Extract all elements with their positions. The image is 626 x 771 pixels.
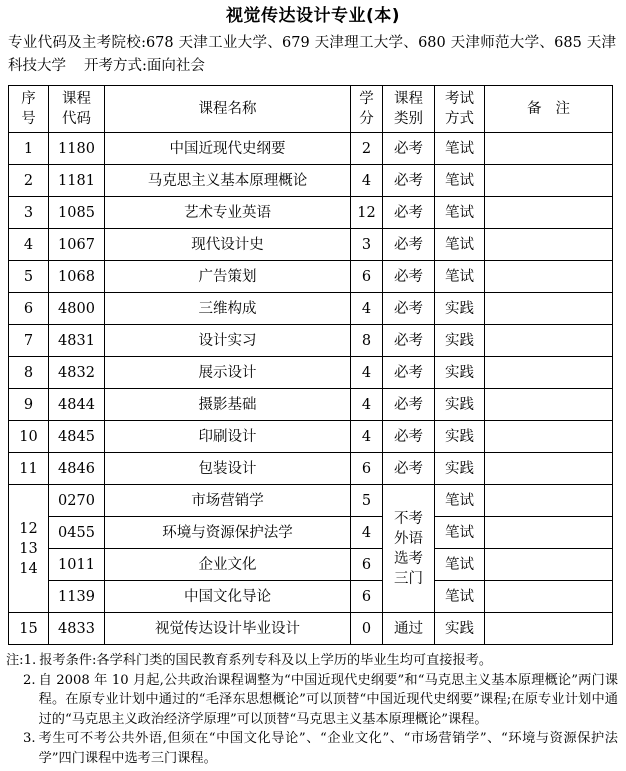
cell-credit: 2 — [351, 133, 383, 165]
table-row — [9, 261, 613, 293]
cell-seq: 15 — [9, 613, 49, 645]
footnote-text: 考生可不考公共外语,但须在“中国文化导论”、“企业文化”、“市场营销学”、“环境与资源保护法学”四门课程中选考三门课程。 — [38, 731, 618, 766]
cell-exam-method: 笔试 — [435, 261, 485, 293]
cell-exam-method: 笔试 — [435, 485, 485, 517]
cell-credit: 6 — [351, 549, 383, 581]
footnote-item — [6, 651, 618, 671]
exam-mode-label: 开考方式: — [84, 58, 147, 74]
table-row — [9, 453, 613, 485]
cell-course-name: 艺术专业英语 — [105, 197, 351, 229]
header-course-name: 课程名称 — [105, 86, 351, 133]
cell-credit: 6 — [351, 581, 383, 613]
cell-course-type: 通过 — [383, 613, 435, 645]
cell-seq: 3 — [9, 197, 49, 229]
cell-course-type: 必考 — [383, 197, 435, 229]
course-plan-table — [8, 85, 613, 645]
cell-course-code: 4831 — [49, 325, 105, 357]
cell-exam-method: 实践 — [435, 325, 485, 357]
footnote-item — [6, 729, 618, 768]
cell-seq-merged — [9, 485, 49, 613]
cell-course-type: 必考 — [383, 325, 435, 357]
cell-remark — [485, 133, 613, 165]
cell-course-name: 展示设计 — [105, 357, 351, 389]
cell-remark — [485, 197, 613, 229]
cell-seq: 8 — [9, 357, 49, 389]
program-metadata — [0, 32, 626, 78]
cell-course-name: 市场营销学 — [105, 485, 351, 517]
cell-course-code: 1139 — [49, 581, 105, 613]
cell-credit: 5 — [351, 485, 383, 517]
cell-course-type-merged — [383, 485, 435, 613]
cell-course-name: 现代设计史 — [105, 229, 351, 261]
cell-credit: 4 — [351, 357, 383, 389]
cell-seq: 9 — [9, 389, 49, 421]
footnote-marker: 2. — [23, 672, 36, 688]
cell-course-name: 环境与资源保护法学 — [105, 517, 351, 549]
table-row — [9, 613, 613, 645]
cell-credit: 4 — [351, 165, 383, 197]
table-row — [9, 133, 613, 165]
seq-line: 12 — [19, 520, 38, 537]
cell-remark — [485, 581, 613, 613]
cell-seq: 6 — [9, 293, 49, 325]
cell-course-code: 1068 — [49, 261, 105, 293]
cell-course-type: 必考 — [383, 165, 435, 197]
cell-course-type: 必考 — [383, 229, 435, 261]
cell-course-code: 4846 — [49, 453, 105, 485]
page-title: 视觉传达设计专业(本) — [225, 6, 401, 26]
cell-course-code: 0455 — [49, 517, 105, 549]
cell-course-name: 设计实习 — [105, 325, 351, 357]
cell-exam-method: 实践 — [435, 293, 485, 325]
cell-remark — [485, 453, 613, 485]
cell-exam-method: 笔试 — [435, 133, 485, 165]
exam-mode-value: 面向社会 — [146, 58, 205, 74]
cell-remark — [485, 229, 613, 261]
cell-course-code: 4832 — [49, 357, 105, 389]
header-remark: 备注 — [485, 86, 613, 133]
footnote-text: 报考条件:各学科门类的国民教育系列专科及以上学历的毕业生均可直接报考。 — [39, 653, 493, 668]
program-code-label: 专业代码及主考院校: — [8, 35, 146, 51]
table-row — [9, 357, 613, 389]
table-body — [9, 133, 613, 645]
table-row — [9, 293, 613, 325]
cell-remark — [485, 357, 613, 389]
cell-remark — [485, 389, 613, 421]
cell-exam-method: 笔试 — [435, 549, 485, 581]
cell-course-type: 必考 — [383, 293, 435, 325]
seq-line: 13 — [19, 540, 38, 557]
cell-course-code: 4833 — [49, 613, 105, 645]
cell-course-code: 1180 — [49, 133, 105, 165]
cell-credit: 8 — [351, 325, 383, 357]
cell-remark — [485, 485, 613, 517]
cell-seq: 1 — [9, 133, 49, 165]
cell-seq: 2 — [9, 165, 49, 197]
document-page — [0, 4, 626, 771]
cell-course-name: 视觉传达设计毕业设计 — [105, 613, 351, 645]
cell-course-name: 印刷设计 — [105, 421, 351, 453]
cell-course-code: 4845 — [49, 421, 105, 453]
footnote-item — [6, 671, 618, 730]
cell-exam-method: 笔试 — [435, 197, 485, 229]
cell-course-code: 1085 — [49, 197, 105, 229]
footnote-marker: 3. — [23, 731, 36, 746]
cell-course-code: 1181 — [49, 165, 105, 197]
cell-course-code: 4800 — [49, 293, 105, 325]
cell-credit: 4 — [351, 517, 383, 549]
cell-course-name: 摄影基础 — [105, 389, 351, 421]
header-credit: 学 分 — [351, 86, 383, 133]
cell-exam-method: 实践 — [435, 421, 485, 453]
type-line: 外语 — [394, 530, 423, 547]
cell-credit: 4 — [351, 389, 383, 421]
cell-credit: 4 — [351, 421, 383, 453]
course-plan-table-wrapper — [8, 85, 612, 645]
type-line: 三门 — [394, 570, 423, 587]
type-line: 不考 — [394, 510, 423, 527]
header-course-type: 课程 类别 — [383, 86, 435, 133]
cell-exam-method: 实践 — [435, 389, 485, 421]
cell-course-type: 必考 — [383, 133, 435, 165]
cell-course-code: 0270 — [49, 485, 105, 517]
cell-seq: 10 — [9, 421, 49, 453]
program-schools: 678 天津工业大学、679 天津理工大学、680 天津师范大学、685 天津科技大学 — [8, 35, 616, 74]
cell-course-name: 包装设计 — [105, 453, 351, 485]
cell-exam-method: 笔试 — [435, 165, 485, 197]
cell-exam-method: 笔试 — [435, 581, 485, 613]
cell-course-name: 三维构成 — [105, 293, 351, 325]
cell-exam-method: 笔试 — [435, 517, 485, 549]
cell-remark — [485, 421, 613, 453]
cell-exam-method: 实践 — [435, 613, 485, 645]
footnote-text: 自 2008 年 10 月起,公共政治课程调整为“中国近现代史纲要”和“马克思主义基本原理概论”两门课程。在原专业计划中通过的“毛泽东思想概论”可以顶替“中国近现代史纲要”课程;在原专业计划中通过的“马克思主义政治经济学原理”可以顶替“马克思主义基本原理概论”课程。 — [38, 672, 618, 727]
cell-course-name: 企业文化 — [105, 549, 351, 581]
cell-seq: 5 — [9, 261, 49, 293]
cell-course-type: 必考 — [383, 389, 435, 421]
table-header-row — [9, 86, 613, 133]
type-line: 选考 — [394, 550, 423, 567]
table-row-elective — [9, 549, 613, 581]
cell-credit: 3 — [351, 229, 383, 261]
table-row — [9, 165, 613, 197]
footnote-marker: 注:1. — [6, 653, 37, 668]
cell-remark — [485, 549, 613, 581]
cell-course-name: 广告策划 — [105, 261, 351, 293]
cell-credit: 6 — [351, 453, 383, 485]
cell-credit: 12 — [351, 197, 383, 229]
cell-course-type: 必考 — [383, 261, 435, 293]
cell-course-type: 必考 — [383, 421, 435, 453]
table-row-elective — [9, 517, 613, 549]
cell-remark — [485, 261, 613, 293]
cell-remark — [485, 165, 613, 197]
cell-remark — [485, 517, 613, 549]
cell-credit: 6 — [351, 261, 383, 293]
header-exam-method: 考试 方式 — [435, 86, 485, 133]
cell-remark — [485, 293, 613, 325]
cell-course-type: 必考 — [383, 453, 435, 485]
table-row — [9, 325, 613, 357]
cell-seq: 4 — [9, 229, 49, 261]
cell-course-code: 1011 — [49, 549, 105, 581]
table-row-elective — [9, 485, 613, 517]
cell-credit: 0 — [351, 613, 383, 645]
table-row — [9, 389, 613, 421]
cell-exam-method: 笔试 — [435, 229, 485, 261]
table-row-elective — [9, 581, 613, 613]
cell-exam-method: 实践 — [435, 357, 485, 389]
header-seq: 序 号 — [9, 86, 49, 133]
header-course-code: 课程 代码 — [49, 86, 105, 133]
cell-course-code: 4844 — [49, 389, 105, 421]
seq-line: 14 — [19, 560, 38, 577]
cell-course-type: 必考 — [383, 357, 435, 389]
cell-seq: 7 — [9, 325, 49, 357]
cell-seq: 11 — [9, 453, 49, 485]
footnotes — [6, 651, 618, 768]
table-row — [9, 229, 613, 261]
cell-course-name: 中国文化导论 — [105, 581, 351, 613]
cell-course-name: 中国近现代史纲要 — [105, 133, 351, 165]
cell-course-code: 1067 — [49, 229, 105, 261]
table-row — [9, 421, 613, 453]
table-row — [9, 197, 613, 229]
cell-exam-method: 实践 — [435, 453, 485, 485]
cell-remark — [485, 613, 613, 645]
cell-course-name: 马克思主义基本原理概论 — [105, 165, 351, 197]
cell-remark — [485, 325, 613, 357]
cell-credit: 4 — [351, 293, 383, 325]
